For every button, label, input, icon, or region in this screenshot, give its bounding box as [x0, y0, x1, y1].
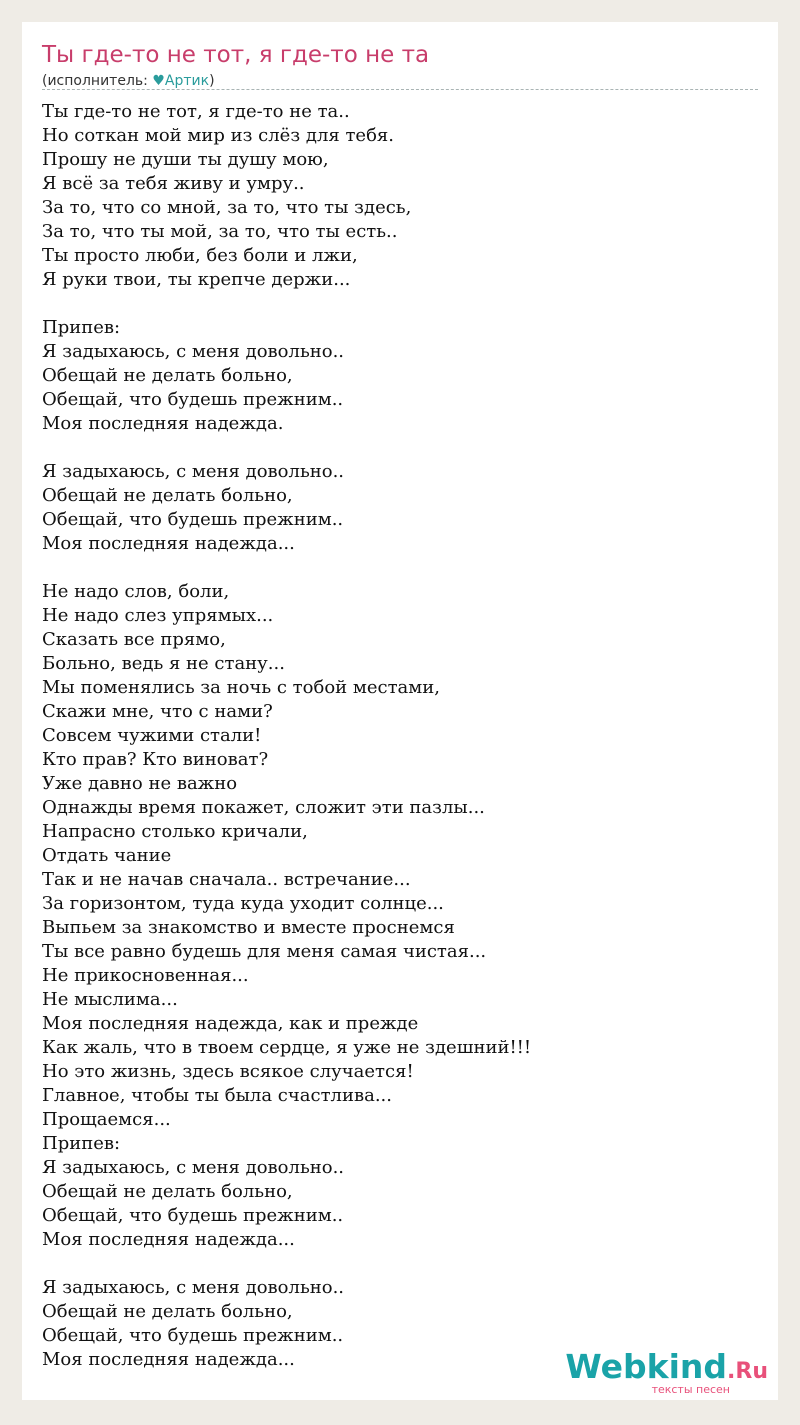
title-divider: [42, 89, 758, 90]
heart-icon: ♥: [152, 73, 165, 89]
brand-watermark: [565, 1349, 768, 1396]
brand-name: Webkind: [565, 1347, 728, 1386]
artist-prefix: (исполнитель:: [42, 73, 153, 89]
artist-name: Артик: [164, 73, 210, 89]
brand-tld: .Ru: [727, 1359, 768, 1384]
lyrics-card: [22, 22, 778, 1400]
lyrics-text: Ты где-то не тот, я где-то не та.. Но соткан мой мир из слёз для тебя. Прошу не души ты душу мою, Я всё за тебя живу и умру.. За то, что со мной, за то, что ты здесь, За то, что ты мой, за то, что ты есть.. Ты просто люби, без боли и лжи, Я руки твои, ты крепче держи... Припев: Я задыхаюсь, с меня довольно.. Обещай не делать больно, Обещай, что будешь прежним.. Моя последняя надежда. Я задыхаюсь, с меня довольно.. Обещай не делать больно, Обещай, что будешь прежним.. Моя последняя надежда... Не надо слов, боли, Не надо слез упрямых... Сказать все прямо, Больно, ведь я не стану... Мы поменялись за ночь с тобой местами, Скажи мне, что с нами? Совсем чужими стали! Кто прав? Кто виноват? Уже давно не важно Однажды время покажет, сложит эти пазлы... Напрасно столько кричали, Отдать чание Так и не начав сначала.. встречание... За горизонтом, туда куда уходит солнце... Выпьем за знакомство и вместе проснемся Ты все равно будешь для меня самая чистая... Не прикосновенная... Не мыслима... Моя последняя надежда, как и прежде Как жаль, что в твоем сердце, я уже не здешний!!! Но это жизнь, здесь всякое случается! Главное, чтобы ты была счастлива... Прощаемся... Припев: Я задыхаюсь, с меня довольно.. Обещай не делать больно, Обещай, что будешь прежним.. Моя последняя надежда... Я задыхаюсь, с меня довольно.. Обещай не делать больно, Обещай, что будешь прежним.. Моя последняя надежда...: [42, 101, 532, 1370]
artist-suffix: ): [209, 73, 215, 89]
artist-line: [42, 72, 215, 90]
artist-link[interactable]: [152, 73, 209, 89]
brand-tagline: тексты песен: [651, 1383, 730, 1396]
song-title: Ты где-то не тот, я где-то не та: [42, 42, 430, 68]
